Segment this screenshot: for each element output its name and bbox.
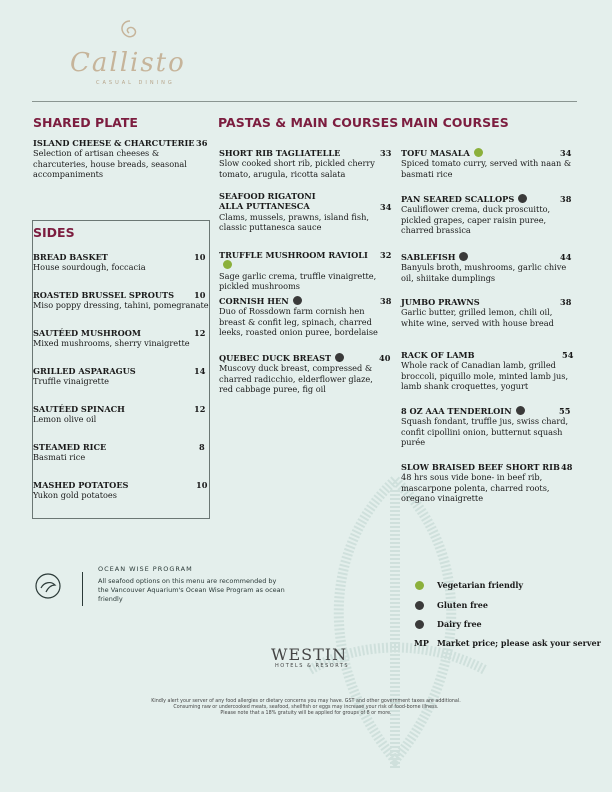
- item-price: 54: [562, 350, 574, 360]
- gluten-free-icon: [335, 353, 344, 362]
- market-price-code: MP: [414, 638, 429, 648]
- item-desc: Mixed mushrooms, sherry vinaigrette: [33, 338, 190, 349]
- item-name: BREAD BASKET: [33, 252, 108, 262]
- item-price: 12: [194, 404, 206, 414]
- item-name: 8 OZ AAA TENDERLOIN: [401, 406, 512, 416]
- logo-wordmark: Callisto: [70, 48, 186, 78]
- main-courses-heading: MAIN COURSES: [401, 115, 509, 130]
- item-name: TRUFFLE MUSHROOM RAVIOLI: [219, 250, 368, 260]
- item-price: 10: [194, 252, 206, 262]
- item-desc: Selection of artisan cheeses & charcuteries, house breads, seasonal accompaniments: [33, 148, 187, 180]
- item-name: SAUTÉED MUSHROOM: [33, 328, 141, 338]
- menu-item: [401, 462, 561, 504]
- item-desc: Spiced tomato curry, served with naan & basmati rice: [401, 158, 572, 179]
- item-desc: Duo of Rossdown farm cornish hen breast & confit leg, spinach, charred leeks, roasted onion puree, bordelaise: [219, 306, 378, 338]
- menu-item: [33, 252, 206, 273]
- menu-item: [401, 406, 571, 448]
- item-price: 40: [379, 353, 391, 363]
- logo-subtitle: CASUAL DINING: [96, 80, 175, 86]
- menu-item: [33, 138, 203, 180]
- item-desc: Muscovy duck breast, compressed & charred radicchio, elderflower glaze, red cabbage puree, fig oil: [219, 363, 373, 395]
- dairy-free-icon: [415, 620, 424, 629]
- menu-item: [401, 297, 576, 328]
- item-desc: Squash fondant, truffle jus, swiss chard, confit cipollini onion, butternut squash purée: [401, 416, 569, 448]
- logo-swirl-icon: [115, 18, 145, 48]
- ocean-wise-text: All seafood options on this menu are recommended by the Vancouver Aquarium's Ocean Wise Program as ocean friendly: [98, 577, 285, 603]
- item-desc: Yukon gold potatoes: [33, 490, 117, 501]
- menu-item: [219, 296, 379, 338]
- menu-item: [33, 366, 206, 387]
- menu-item: [33, 404, 206, 425]
- item-desc: Sage garlic crema, truffle vinaigrette, pickled mushrooms: [219, 270, 377, 292]
- footnote-line: Please note that a 18% gratuity will be applied for groups of 8 or more.: [220, 711, 392, 716]
- item-name: GRILLED ASPARAGUS: [33, 366, 136, 376]
- item-price: 55: [559, 406, 571, 416]
- shared-plate-heading: SHARED PLATE: [33, 115, 138, 130]
- gluten-free-icon: [293, 296, 302, 305]
- westin-logo: WESTIN: [271, 645, 348, 664]
- item-name: RACK OF LAMB: [401, 350, 475, 360]
- item-price: 32: [380, 250, 392, 260]
- item-desc: Banyuls broth, mushrooms, garlic chive oil, shiitake dumplings: [401, 262, 567, 283]
- menu-item: [33, 442, 203, 463]
- item-name: ISLAND CHEESE & CHARCUTERIE: [33, 138, 195, 148]
- gluten-free-icon: [518, 194, 527, 203]
- item-price: 10: [196, 480, 208, 490]
- callisto-logo: [60, 18, 200, 88]
- menu-item: [219, 148, 379, 179]
- menu-item: [33, 480, 203, 501]
- header-divider: [32, 101, 577, 102]
- item-desc: 48 hrs sous vide bone- in beef rib, mascarpone polenta, charred roots, oregano vinaigrette: [401, 472, 550, 504]
- legend-label: Market price; please ask your server: [437, 638, 601, 648]
- item-price: 44: [560, 252, 572, 262]
- item-desc: Lemon olive oil: [33, 414, 97, 425]
- item-name: SLOW BRAISED BEEF SHORT RIB: [401, 462, 560, 472]
- item-name: QUEBEC DUCK BREAST: [219, 353, 332, 363]
- item-price: 38: [560, 297, 572, 307]
- item-price: 38: [380, 296, 392, 306]
- item-price: 33: [380, 148, 392, 158]
- menu-item: [401, 350, 576, 392]
- footnote: [136, 699, 476, 717]
- gluten-free-icon: [415, 601, 424, 610]
- item-name: MASHED POTATOES: [33, 480, 129, 490]
- item-name: SHORT RIB TAGLIATELLE: [219, 148, 341, 158]
- ocean-wise-title: OCEAN WISE PROGRAM: [98, 565, 193, 573]
- item-price: 34: [560, 148, 572, 158]
- item-name: SEAFOOD RIGATONI ALLA PUTTANESCA: [219, 191, 316, 212]
- westin-subtitle: HOTELS & RESORTS: [275, 663, 350, 669]
- menu-item: [219, 191, 329, 212]
- legend-label: Vegetarian friendly: [437, 580, 524, 590]
- item-price: 14: [194, 366, 206, 376]
- menu-item: [33, 290, 211, 311]
- item-desc: House sourdough, foccacia: [33, 262, 146, 273]
- gluten-free-icon: [516, 406, 525, 415]
- menu-item: [401, 148, 576, 179]
- item-price: 12: [194, 328, 206, 338]
- item-desc: Cauliflower crema, duck proscuitto, pickled grapes, caper raisin puree, charred brassica: [401, 204, 551, 236]
- legend-label: Dairy free: [437, 619, 482, 629]
- gluten-free-icon: [459, 252, 468, 261]
- item-name: PAN SEARED SCALLOPS: [401, 194, 515, 204]
- item-name: STEAMED RICE: [33, 442, 107, 452]
- legend-label: Gluten free: [437, 600, 488, 610]
- item-name: JUMBO PRAWNS: [401, 297, 480, 307]
- footnote-line: Consuming raw or undercooked meats, seafood, shellfish or eggs may increase your risk of food-borne illness.: [173, 705, 439, 710]
- sides-heading: SIDES: [33, 225, 75, 240]
- item-desc: Basmati rice: [33, 452, 86, 463]
- item-name: SABLEFISH: [401, 252, 456, 262]
- item-price: 38: [560, 194, 572, 204]
- ocean-wise-icon: [35, 573, 61, 599]
- item-price: 8: [199, 442, 205, 452]
- item-desc: Truffle vinaigrette: [33, 376, 109, 387]
- footnote-line: Kindly alert your server of any food allergies or dietary concerns you may have. GST and other government taxes are additional.: [151, 699, 461, 704]
- item-desc: Garlic butter, grilled lemon, chili oil, white wine, served with house bread: [401, 307, 554, 328]
- item-name: CORNISH HEN: [219, 296, 289, 306]
- menu-item: [401, 194, 576, 236]
- item-name: SAUTÉED SPINACH: [33, 404, 125, 414]
- item-price: 10: [194, 290, 206, 300]
- item-desc: Slow cooked short rib, pickled cherry tomato, arugula, ricotta salata: [219, 158, 375, 179]
- pastas-heading: PASTAS & MAIN COURSES: [218, 115, 399, 130]
- vegetarian-icon: [223, 260, 232, 269]
- item-price: 48: [561, 462, 573, 472]
- vegetarian-icon: [415, 581, 424, 590]
- item-price: 34: [380, 202, 392, 212]
- item-name: ROASTED BRUSSEL SPROUTS: [33, 290, 174, 300]
- item-price: 36: [196, 138, 208, 148]
- menu-item: [219, 250, 379, 292]
- item-desc: Whole rack of Canadian lamb, grilled broccoli, piquillo mole, minted lamb jus, lamb shank croquettes, yogurt: [401, 360, 569, 392]
- item-name: TOFU MASALA: [401, 148, 470, 158]
- ocean-wise-divider: [82, 572, 83, 606]
- menu-item: [401, 252, 571, 283]
- item-desc: Miso poppy dressing, tahini, pomegranate: [33, 300, 209, 311]
- item-desc: Clams, mussels, prawns, island fish, classic puttanesca sauce: [219, 212, 369, 233]
- vegetarian-icon: [474, 148, 483, 157]
- menu-item: [33, 328, 206, 349]
- menu-item-desc: [219, 212, 379, 233]
- menu-item: [219, 353, 389, 395]
